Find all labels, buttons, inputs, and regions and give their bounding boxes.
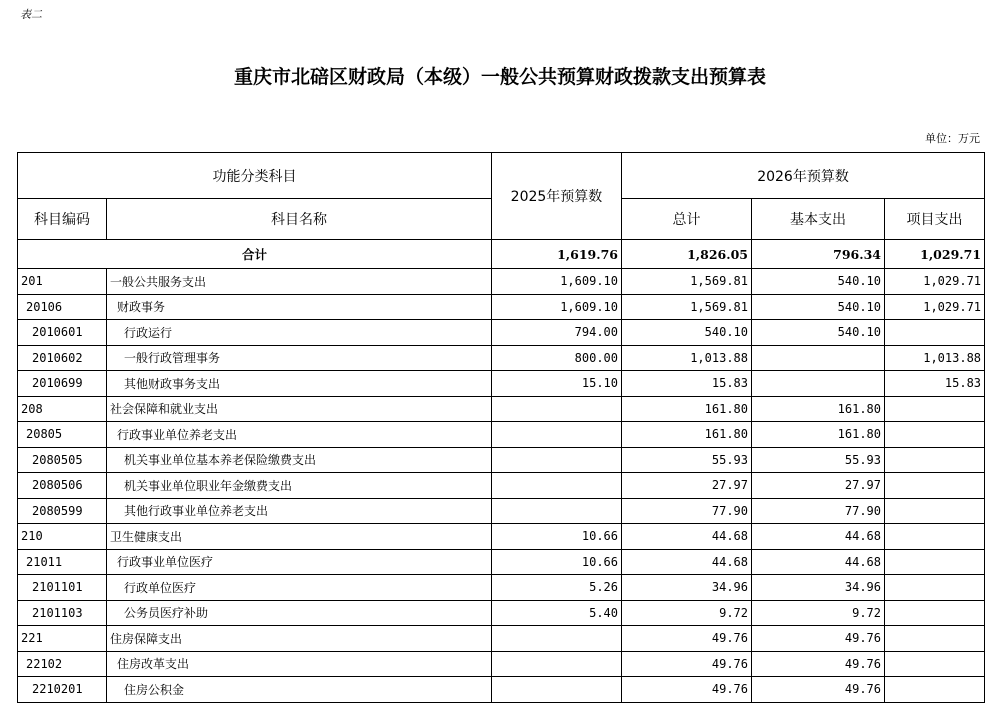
code-cell: 201 — [18, 269, 107, 295]
budget-2025-cell: 1,609.10 — [492, 294, 622, 320]
table-row — [18, 447, 985, 473]
budget-2025-cell: 10.66 — [492, 549, 622, 575]
table-tag: 表二 — [20, 8, 42, 21]
total-2026-cell: 49.76 — [622, 677, 752, 703]
total-2026-cell: 27.97 — [622, 473, 752, 499]
page-title: 重庆市北碚区财政局（本级）一般公共预算财政拨款支出预算表 — [233, 66, 766, 88]
code-cell: 22102 — [18, 651, 107, 677]
unit-label: 单位：万元 — [925, 132, 980, 145]
name-cell: 行政事业单位医疗 — [107, 549, 492, 575]
table-row — [18, 269, 985, 295]
code-cell: 2010602 — [18, 345, 107, 371]
code-cell: 20805 — [18, 422, 107, 448]
header-code: 科目编码 — [18, 199, 107, 240]
total-2026-cell: 44.68 — [622, 524, 752, 550]
basic-2026-cell: 540.10 — [752, 320, 885, 346]
total-2026-cell: 1,569.81 — [622, 294, 752, 320]
name-cell: 住房改革支出 — [107, 651, 492, 677]
project-2026-cell — [885, 549, 985, 575]
code-cell: 2010601 — [18, 320, 107, 346]
code-cell: 208 — [18, 396, 107, 422]
name-cell: 行政单位医疗 — [107, 575, 492, 601]
table-row — [18, 422, 985, 448]
budget-2025-cell: 794.00 — [492, 320, 622, 346]
code-cell: 21011 — [18, 549, 107, 575]
total-2026-cell: 1,013.88 — [622, 345, 752, 371]
total-2026-project: 1,029.71 — [885, 240, 985, 269]
name-cell: 其他行政事业单位养老支出 — [107, 498, 492, 524]
name-cell: 住房保障支出 — [107, 626, 492, 652]
budget-2025-cell — [492, 447, 622, 473]
basic-2026-cell: 34.96 — [752, 575, 885, 601]
total-row — [18, 240, 985, 269]
total-2026-cell: 161.80 — [622, 396, 752, 422]
budget-2025-cell — [492, 422, 622, 448]
budget-2025-cell — [492, 473, 622, 499]
code-cell: 2210201 — [18, 677, 107, 703]
table-row — [18, 498, 985, 524]
project-2026-cell — [885, 575, 985, 601]
name-cell: 一般行政管理事务 — [107, 345, 492, 371]
name-cell: 公务员医疗补助 — [107, 600, 492, 626]
table-row — [18, 549, 985, 575]
basic-2026-cell: 49.76 — [752, 626, 885, 652]
budget-2025-cell — [492, 396, 622, 422]
code-cell: 2010699 — [18, 371, 107, 397]
budget-2025-cell — [492, 677, 622, 703]
project-2026-cell — [885, 498, 985, 524]
table-row — [18, 651, 985, 677]
project-2026-cell — [885, 447, 985, 473]
project-2026-cell — [885, 396, 985, 422]
budget-2025-cell — [492, 651, 622, 677]
total-2026-cell: 44.68 — [622, 549, 752, 575]
basic-2026-cell: 9.72 — [752, 600, 885, 626]
basic-2026-cell: 540.10 — [752, 269, 885, 295]
project-2026-cell: 15.83 — [885, 371, 985, 397]
project-2026-cell — [885, 422, 985, 448]
budget-2025-cell — [492, 626, 622, 652]
total-2026-cell: 15.83 — [622, 371, 752, 397]
name-cell: 卫生健康支出 — [107, 524, 492, 550]
name-cell: 一般公共服务支出 — [107, 269, 492, 295]
budget-2025-cell: 15.10 — [492, 371, 622, 397]
budget-2025-cell: 800.00 — [492, 345, 622, 371]
basic-2026-cell: 44.68 — [752, 549, 885, 575]
code-cell: 221 — [18, 626, 107, 652]
header-project: 项目支出 — [885, 199, 985, 240]
table-row — [18, 371, 985, 397]
budget-2025-cell: 1,609.10 — [492, 269, 622, 295]
project-2026-cell — [885, 651, 985, 677]
total-2026-basic: 796.34 — [752, 240, 885, 269]
name-cell: 社会保障和就业支出 — [107, 396, 492, 422]
table-row — [18, 320, 985, 346]
basic-2026-cell: 161.80 — [752, 422, 885, 448]
total-2026-total: 1,826.05 — [622, 240, 752, 269]
total-2026-cell: 34.96 — [622, 575, 752, 601]
total-2026-cell: 49.76 — [622, 651, 752, 677]
header-name: 科目名称 — [107, 199, 492, 240]
project-2026-cell — [885, 524, 985, 550]
project-2026-cell — [885, 600, 985, 626]
total-2026-cell: 49.76 — [622, 626, 752, 652]
budget-table — [17, 152, 985, 703]
header-functional: 功能分类科目 — [18, 153, 492, 199]
name-cell: 机关事业单位基本养老保险缴费支出 — [107, 447, 492, 473]
basic-2026-cell: 540.10 — [752, 294, 885, 320]
table-row — [18, 294, 985, 320]
header-2025-budget: 2025年预算数 — [492, 153, 622, 240]
total-label: 合计 — [18, 240, 492, 269]
code-cell: 2101103 — [18, 600, 107, 626]
project-2026-cell: 1,029.71 — [885, 294, 985, 320]
table-row — [18, 600, 985, 626]
basic-2026-cell: 49.76 — [752, 677, 885, 703]
table-row — [18, 345, 985, 371]
code-cell: 2101101 — [18, 575, 107, 601]
total-2026-cell: 1,569.81 — [622, 269, 752, 295]
name-cell: 行政运行 — [107, 320, 492, 346]
table-row — [18, 396, 985, 422]
project-2026-cell — [885, 677, 985, 703]
header-total: 总计 — [622, 199, 752, 240]
budget-2025-cell: 5.40 — [492, 600, 622, 626]
basic-2026-cell: 77.90 — [752, 498, 885, 524]
project-2026-cell: 1,013.88 — [885, 345, 985, 371]
basic-2026-cell — [752, 371, 885, 397]
basic-2026-cell: 27.97 — [752, 473, 885, 499]
budget-2025-cell: 5.26 — [492, 575, 622, 601]
table-row — [18, 626, 985, 652]
name-cell: 住房公积金 — [107, 677, 492, 703]
name-cell: 行政事业单位养老支出 — [107, 422, 492, 448]
code-cell: 20106 — [18, 294, 107, 320]
code-cell: 2080505 — [18, 447, 107, 473]
basic-2026-cell: 55.93 — [752, 447, 885, 473]
budget-2025-cell: 10.66 — [492, 524, 622, 550]
name-cell: 机关事业单位职业年金缴费支出 — [107, 473, 492, 499]
name-cell: 财政事务 — [107, 294, 492, 320]
total-2025: 1,619.76 — [492, 240, 622, 269]
header-2026-budget: 2026年预算数 — [622, 153, 985, 199]
table-row — [18, 473, 985, 499]
name-cell: 其他财政事务支出 — [107, 371, 492, 397]
table-row — [18, 575, 985, 601]
basic-2026-cell: 44.68 — [752, 524, 885, 550]
basic-2026-cell: 49.76 — [752, 651, 885, 677]
project-2026-cell — [885, 320, 985, 346]
header-basic: 基本支出 — [752, 199, 885, 240]
basic-2026-cell: 161.80 — [752, 396, 885, 422]
project-2026-cell — [885, 626, 985, 652]
code-cell: 210 — [18, 524, 107, 550]
total-2026-cell: 9.72 — [622, 600, 752, 626]
total-2026-cell: 55.93 — [622, 447, 752, 473]
table-row — [18, 677, 985, 703]
project-2026-cell — [885, 473, 985, 499]
project-2026-cell: 1,029.71 — [885, 269, 985, 295]
total-2026-cell: 540.10 — [622, 320, 752, 346]
budget-2025-cell — [492, 498, 622, 524]
basic-2026-cell — [752, 345, 885, 371]
code-cell: 2080599 — [18, 498, 107, 524]
total-2026-cell: 77.90 — [622, 498, 752, 524]
code-cell: 2080506 — [18, 473, 107, 499]
table-row — [18, 524, 985, 550]
total-2026-cell: 161.80 — [622, 422, 752, 448]
